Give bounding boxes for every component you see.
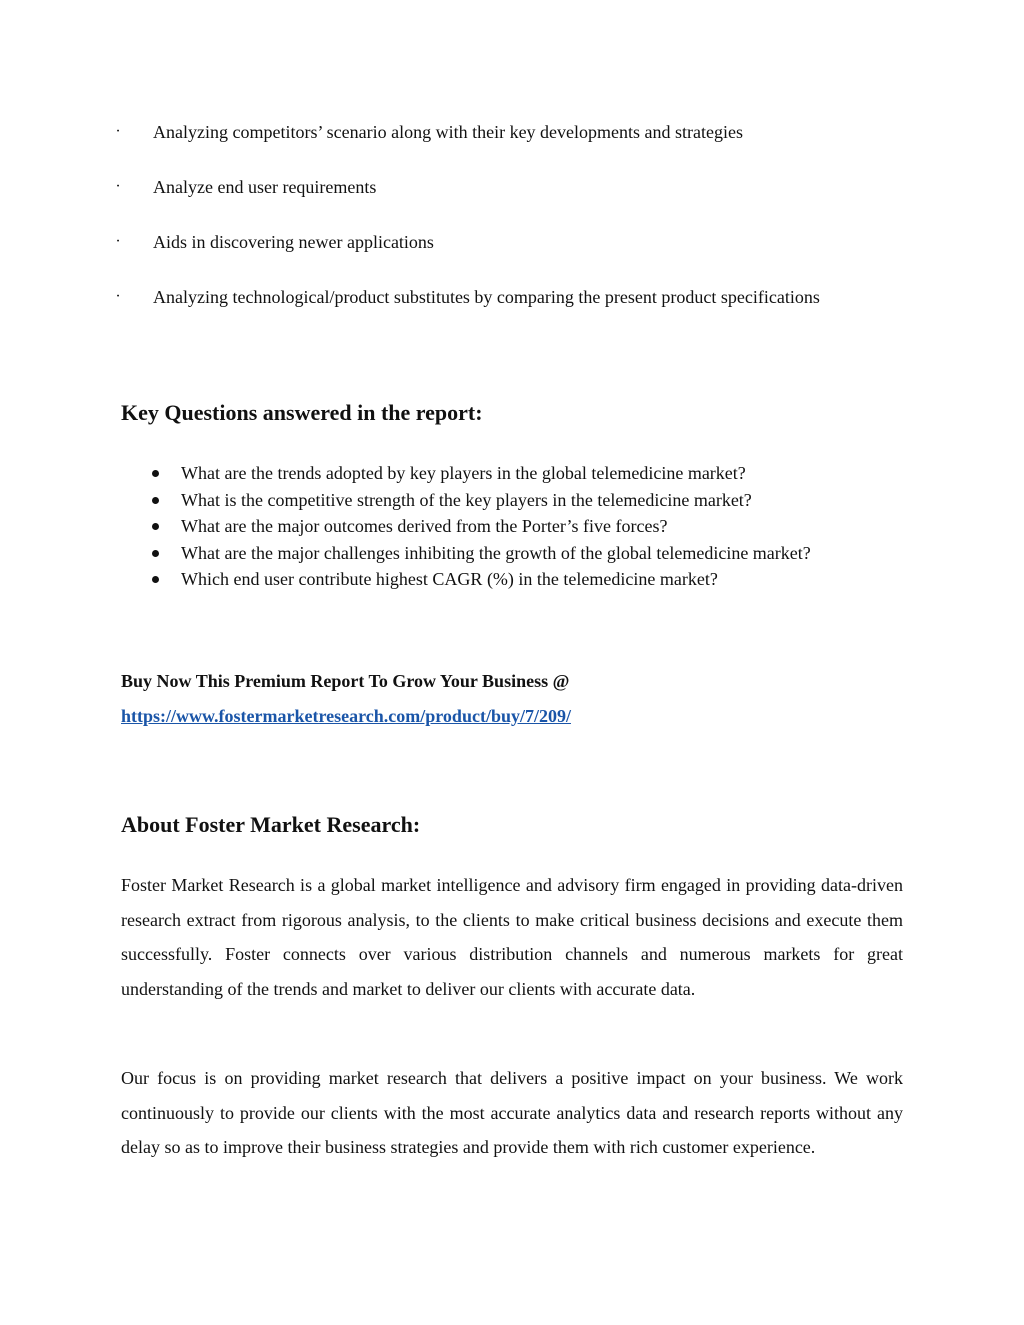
question-text: What are the major challenges inhibiting the growth of the global telemedicine market? <box>181 542 811 563</box>
list-item-text: Analyzing competitors’ scenario along with their key developments and strategies <box>153 122 743 142</box>
question-text: What are the major outcomes derived from the Porter’s five forces? <box>181 516 668 536</box>
question-text: What are the trends adopted by key players in the global telemedicine market? <box>181 463 746 483</box>
about-paragraph: Foster Market Research is a global market intelligence and advisory firm engaged in providing data-driven research extract from rigorous analysis, to the clients to make critical business decisions and execute them successfully. Foster connects over various distribution channels and numerous markets for great understanding of the trends and market to deliver our clients with accurate data. <box>121 875 903 999</box>
list-item-text: Analyze end user requirements <box>153 177 377 197</box>
list-item <box>113 283 913 338</box>
about-heading: About Foster Market Research: <box>121 812 421 837</box>
bullet-icon <box>152 523 159 530</box>
benefits-list <box>113 118 913 338</box>
bullet-dot-icon: · <box>115 233 121 250</box>
buy-report-link[interactable]: https://www.fostermarketresearch.com/product/buy/7/209/ <box>121 706 571 726</box>
list-item-text: Analyzing technological/product substitutes by comparing the present product specifications <box>153 287 820 307</box>
bullet-dot-icon: · <box>115 178 121 195</box>
question-text: What is the competitive strength of the key players in the telemedicine market? <box>181 489 752 510</box>
buy-now-text: Buy Now This Premium Report To Grow Your Business @ <box>121 671 570 691</box>
bullet-icon <box>152 497 159 504</box>
bullet-icon <box>152 470 159 477</box>
bullet-icon <box>152 576 159 583</box>
list-item <box>113 228 913 283</box>
focus-paragraph: Our focus is on providing market research that delivers a positive impact on your business. We work continuously to provide our clients with the most accurate analytics data and research reports without any delay so as to improve their business strategies and provide them with rich customer experience. <box>121 1068 903 1158</box>
list-item-text: Aids in discovering newer applications <box>153 232 434 252</box>
bullet-dot-icon: · <box>115 288 121 305</box>
question-text: Which end user contribute highest CAGR (%) in the telemedicine market? <box>181 569 718 589</box>
list-item <box>113 173 913 228</box>
bullet-icon <box>152 550 159 557</box>
list-item <box>113 118 913 173</box>
bullet-dot-icon: · <box>115 123 121 140</box>
key-questions-heading: Key Questions answered in the report: <box>121 400 483 425</box>
